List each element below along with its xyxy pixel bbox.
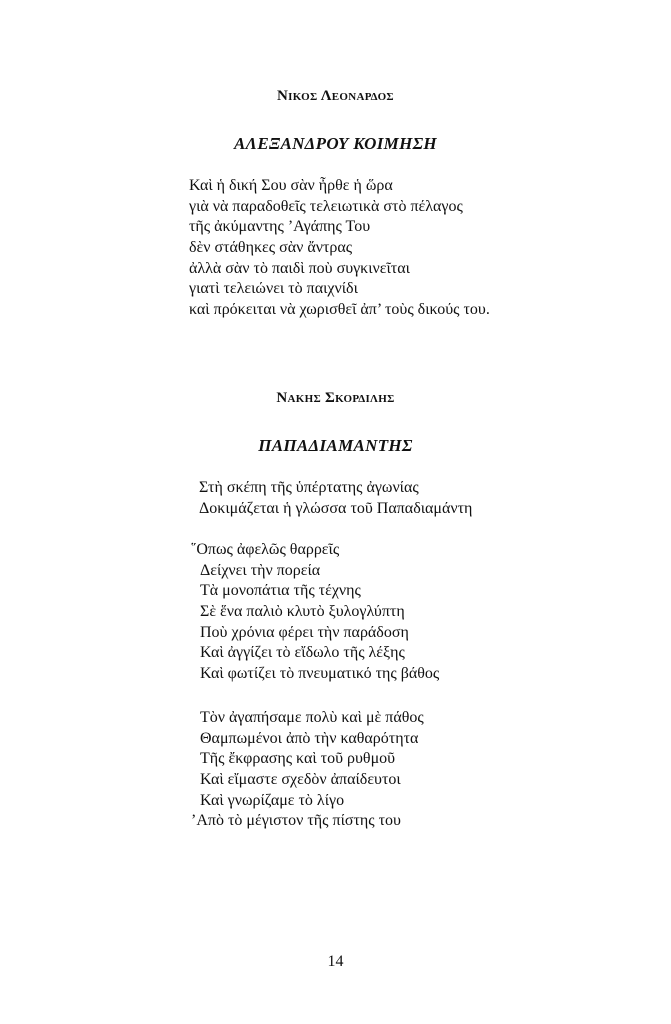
verse-line: καὶ πρόκειται νὰ χωρισθεῖ ἀπ’ τοὺς δικούς του. xyxy=(189,301,490,319)
verse-line: Καὶ ἡ δική Σου σὰν ἦρθε ἡ ὥρα xyxy=(189,177,393,194)
verse-line: Δοκιμάζεται ἡ γλώσσα τοῦ Παπαδιαμάντη xyxy=(199,499,473,517)
verse-line: Σὲ ἕνα παλιὸ κλυτὸ ξυλογλύπτη xyxy=(200,603,405,621)
verse-line: ῞Οπως ἀφελῶς θαρρεῖς xyxy=(191,541,340,558)
poem-1-stanza-1 xyxy=(189,176,490,321)
verse-line: γιατὶ τελειώνει τὸ παιχνίδι xyxy=(189,280,358,298)
verse-line: Στὴ σκέπη τῆς ὑπέρτατης ἀγωνίας xyxy=(199,479,419,496)
verse-line: ἀλλὰ σὰν τὸ παιδὶ ποὺ συγκινεῖται xyxy=(189,259,410,277)
verse-line: Καὶ εἴμαστε σχεδὸν ἀπαίδευτοι xyxy=(200,771,401,789)
verse-line: Δείχνει τὴν πορεία xyxy=(200,561,321,579)
verse-line: Τὰ μονοπάτια τῆς τέχνης xyxy=(200,582,361,600)
poem-2-author: Νακης Σκορδιλης xyxy=(276,390,395,406)
verse-line: ’Απὸ τὸ μέγιστον τῆς πίστης του xyxy=(191,812,401,830)
poem-2-stanza-1 xyxy=(199,478,472,519)
verse-line: τῆς ἀκύμαντης ’Αγάπης Του xyxy=(189,218,371,236)
verse-line: Καὶ γνωρίζαμε τὸ λίγο xyxy=(200,791,345,809)
verse-line: δὲν στάθηκες σὰν ἄντρας xyxy=(189,239,353,257)
poem-1-title: ΑΛΕΞΑΝΔΡΟΥ ΚΟΙΜΗΣΗ xyxy=(234,134,437,153)
verse-line: Τὸν ἀγαπήσαμε πολὺ καὶ μὲ πάθος xyxy=(200,709,424,726)
poem-2-title: ΠΑΠΑΔΙΑΜΑΝΤΗΣ xyxy=(258,436,413,455)
poem-2-stanza-2 xyxy=(191,540,439,685)
poem-2-stanza-3 xyxy=(191,708,424,832)
verse-line: Ποὺ χρόνια φέρει τὴν παράδοση xyxy=(200,623,409,641)
verse-line: γιὰ νὰ παραδοθεῖς τελειωτικὰ στὸ πέλαγος xyxy=(189,197,463,215)
verse-line: Τῆς ἔκφρασης καὶ τοῦ ρυθμοῦ xyxy=(200,750,396,768)
verse-line: Καὶ φωτίζει τὸ πνευματικό της βάθος xyxy=(200,665,440,683)
page-number: 14 xyxy=(327,953,344,970)
poem-1-author: Νικος Λεοναρδος xyxy=(277,88,394,104)
verse-line: Καὶ ἀγγίζει τὸ εἴδωλο τῆς λέξης xyxy=(200,644,405,662)
verse-line: Θαμπωμένοι ἀπὸ τὴν καθαρότητα xyxy=(200,729,419,747)
